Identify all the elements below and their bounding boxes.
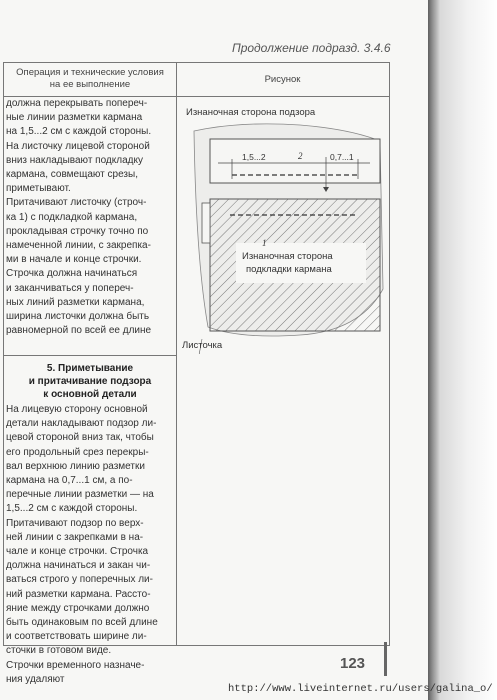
text-line: детали накладывают подзор ли- (6, 418, 157, 430)
running-head: Продолжение подразд. 3.4.6 (232, 41, 391, 55)
text-line: ные линии разметки кармана (6, 112, 143, 124)
column-header-line: Операция и технические условия (16, 67, 164, 78)
text-line: яние между строчками должно (6, 602, 150, 614)
text-line: должна перекрывать попереч- (6, 98, 148, 109)
label-top: Изнаночная сторона подзора (186, 107, 316, 118)
text-line: вал верхнюю линию разметки (6, 460, 145, 472)
text-line: ния удаляют (6, 673, 65, 685)
text-line: намеченной линии, с закрепка- (6, 240, 151, 252)
text-line: ных линий разметки кармана, (6, 296, 145, 308)
heading-line: и притачивание подзора (28, 376, 152, 387)
text-line: равномерной по всей ее длине (6, 325, 152, 337)
text-line: и заканчиваться у попереч- (6, 282, 134, 294)
pocket-figure (180, 99, 387, 354)
page-number-bar (384, 642, 387, 676)
row-divider (4, 355, 176, 356)
text-line: на 1,5...2 см с каждой стороны. (6, 126, 152, 138)
row1-text (6, 97, 174, 338)
text-line: вниз накладывают подкладку (6, 154, 143, 166)
column-header-figure: Рисунок (264, 74, 301, 85)
column-divider (176, 63, 177, 645)
source-url: http://www.liveinternet.ru/users/galina_o/ (228, 683, 493, 695)
label-backdrop (236, 243, 366, 283)
heading-line: 5. Приметывание (46, 363, 134, 374)
text-line: кармана, совмещают срезы, (6, 169, 138, 181)
text-line: кармана на 0,7...1 см, а по- (6, 475, 133, 487)
text-line: Строчки временного назначе- (6, 659, 145, 671)
text-line: На лицевую сторону основной (6, 404, 148, 415)
text-line: перечные линии разметки — на (6, 489, 154, 501)
text-line: ка 1) с подкладкой кармана, (6, 211, 138, 223)
label-welt: Листочка (182, 340, 223, 351)
text-line: ми в начале и конце строчки. (6, 254, 142, 266)
book-edge-shadow (428, 0, 497, 700)
text-line: быть одинаковым по всей длине (6, 617, 158, 629)
text-line: должна начинаться и закан чи- (6, 560, 151, 572)
label-dim-right: 0,7...1 (330, 152, 354, 162)
text-line: цевой стороной вниз так, чтобы (6, 432, 154, 444)
row2-text (6, 403, 174, 687)
text-line: ний разметки кармана. Рассто- (6, 588, 151, 600)
label-lining-2: подкладки кармана (246, 264, 332, 275)
label-dim-left: 1,5...2 (242, 152, 266, 162)
text-line: сточки в готовом виде. (6, 645, 112, 657)
column-header-operation (8, 67, 172, 91)
text-line: чале и конце строчки. Строчка (6, 546, 149, 558)
text-line: прокладывая строчку точно по (6, 225, 149, 237)
page-number: 123 (340, 655, 366, 672)
label-stitch-2: 2 (298, 151, 303, 161)
text-line: Притачивают листочку (строч- (6, 197, 147, 209)
text-line: ширина листочки должна быть (6, 311, 150, 323)
text-line: На листочку лицевой стороной (6, 140, 150, 152)
text-line: Притачивают подзор по верх- (6, 517, 144, 529)
text-line: ней линии с закрепками в на- (6, 531, 144, 543)
column-header-line: на ее выполнение (49, 79, 131, 90)
text-line: 1,5...2 см с каждой стороны. (6, 503, 138, 515)
label-stitch-1: 1 (262, 238, 267, 248)
facing-strip (210, 139, 380, 183)
text-line: ваться строго у поперечных ли- (6, 574, 153, 586)
text-line: его продольный срез перекры- (6, 446, 149, 458)
label-lining-1: Изнаночная сторона (242, 251, 333, 262)
text-line: и соответствовать ширине ли- (6, 631, 147, 643)
text-line: приметывают. (6, 183, 71, 195)
heading-line: к основной детали (43, 389, 137, 400)
welt-strip (202, 203, 210, 243)
text-line: Строчка должна начинаться (6, 268, 138, 280)
section-heading (8, 362, 172, 401)
